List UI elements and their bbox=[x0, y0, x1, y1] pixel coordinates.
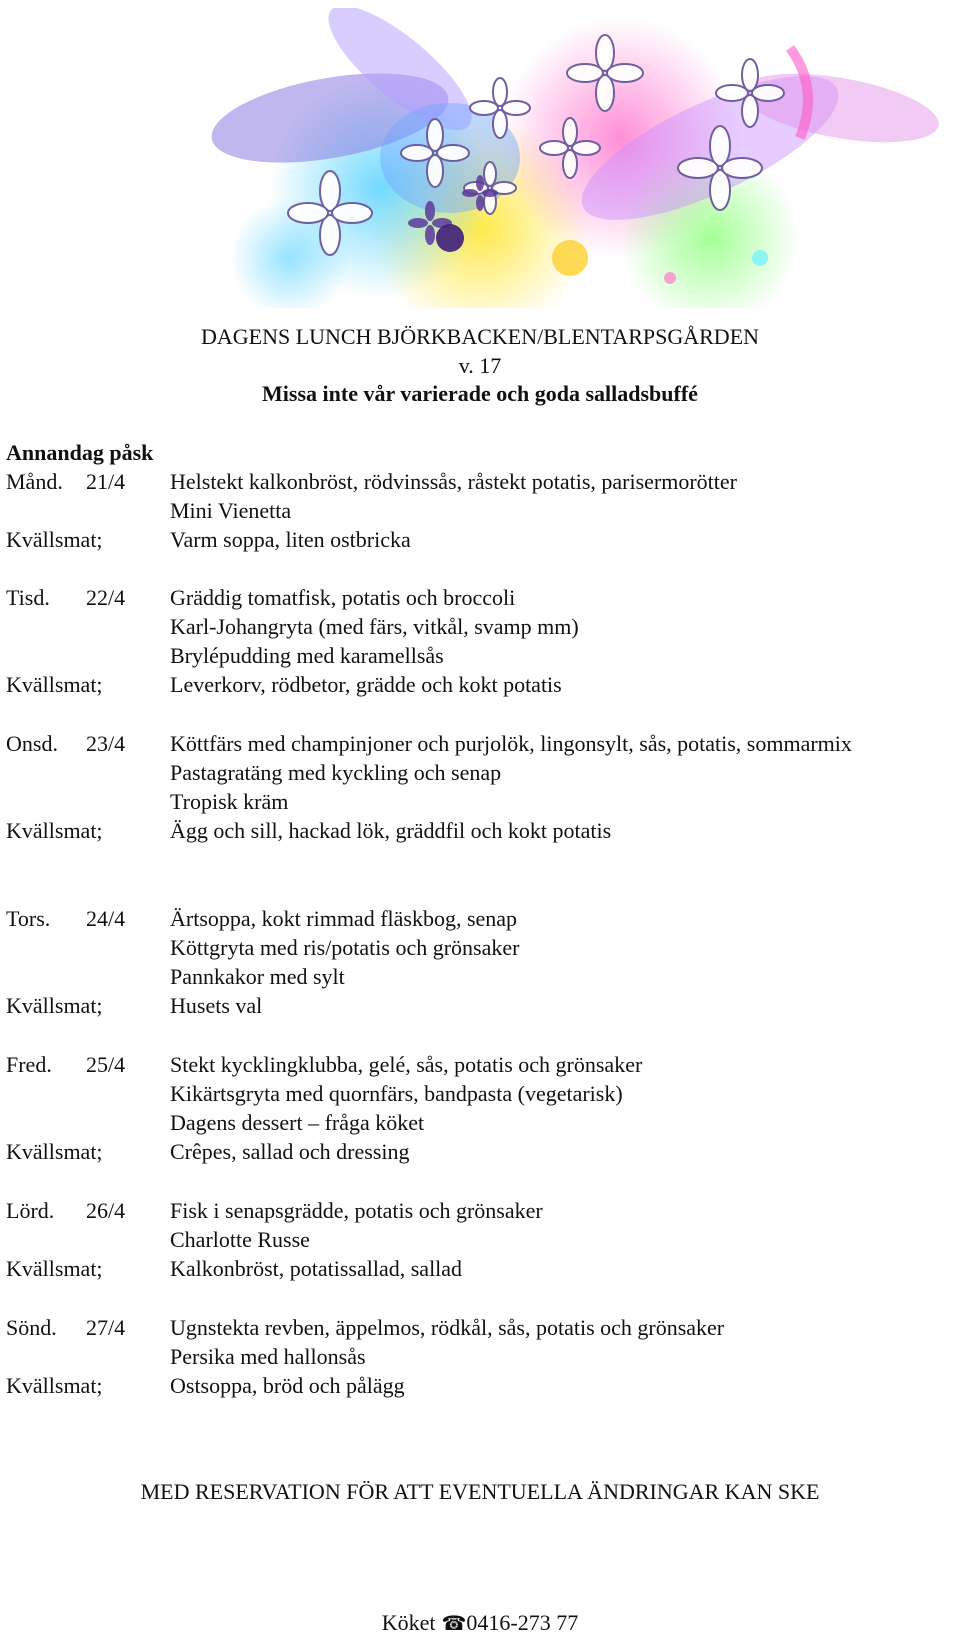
day-name: Tisd. bbox=[6, 585, 50, 610]
evening-dish: Kalkonbröst, potatissallad, sallad bbox=[170, 1256, 463, 1281]
dish: Brylépudding med karamellsås bbox=[170, 643, 444, 668]
contact-label: Köket bbox=[381, 1610, 436, 1635]
kitchen-contact bbox=[0, 1608, 960, 1639]
reservation-notice: MED RESERVATION FÖR ATT EVENTUELLA ÄNDRINGAR KAN SKE bbox=[140, 1479, 820, 1504]
evening-label: Kvällsmat; bbox=[6, 1373, 103, 1398]
day-date: 27/4 bbox=[86, 1315, 126, 1340]
day-date: 25/4 bbox=[86, 1052, 126, 1077]
dish: Karl-Johangryta (med färs, vitkål, svamp mm) bbox=[170, 614, 579, 639]
evening-label: Kvällsmat; bbox=[6, 672, 103, 697]
evening-dish: Husets val bbox=[170, 993, 263, 1018]
evening-label: Kvällsmat; bbox=[6, 993, 103, 1018]
dish: Helstekt kalkonbröst, rödvinssås, råstekt potatis, parisermorötter bbox=[170, 469, 737, 494]
day-date: 23/4 bbox=[86, 731, 126, 756]
day-date: 24/4 bbox=[86, 906, 126, 931]
evening-dish: Leverkorv, rödbetor, grädde och kokt potatis bbox=[170, 672, 562, 697]
dish: Kikärtsgryta med quornfärs, bandpasta (vegetarisk) bbox=[170, 1081, 623, 1106]
day-name: Tors. bbox=[6, 906, 51, 931]
evening-label: Kvällsmat; bbox=[6, 1256, 103, 1281]
dish: Köttgryta med ris/potatis och grönsaker bbox=[170, 935, 520, 960]
dish: Pastagratäng med kyckling och senap bbox=[170, 760, 502, 785]
dish: Persika med hallonsås bbox=[170, 1344, 366, 1369]
floral-header-artwork bbox=[150, 8, 950, 308]
dish: Mini Vienetta bbox=[170, 498, 292, 523]
day-name: Månd. bbox=[6, 469, 63, 494]
dish: Tropisk kräm bbox=[170, 789, 289, 814]
dish: Charlotte Russe bbox=[170, 1227, 310, 1252]
holiday-label: Annandag påsk bbox=[6, 440, 154, 465]
evening-dish: Crêpes, sallad och dressing bbox=[170, 1139, 410, 1164]
dish: Ärtsoppa, kokt rimmad fläskbog, senap bbox=[170, 906, 518, 931]
dish: Gräddig tomatfisk, potatis och broccoli bbox=[170, 585, 516, 610]
dish: Ugnstekta revben, äppelmos, rödkål, sås, potatis och grönsaker bbox=[170, 1315, 725, 1340]
contact-phone: 0416-273 77 bbox=[466, 1610, 579, 1635]
menu-title: DAGENS LUNCH BJÖRKBACKEN/BLENTARPSGÅRDEN bbox=[200, 324, 760, 349]
evening-dish: Ostsoppa, bröd och pålägg bbox=[170, 1373, 405, 1398]
day-date: 22/4 bbox=[86, 585, 126, 610]
evening-label: Kvällsmat; bbox=[6, 527, 103, 552]
dish: Stekt kycklingklubba, gelé, sås, potatis och grönsaker bbox=[170, 1052, 643, 1077]
dish: Dagens dessert – fråga köket bbox=[170, 1110, 425, 1135]
telephone-icon: ☎ bbox=[441, 1613, 467, 1635]
day-date: 21/4 bbox=[86, 469, 126, 494]
dish: Köttfärs med champinjoner och purjolök, lingonsylt, sås, potatis, sommarmix bbox=[170, 731, 852, 756]
evening-dish: Varm soppa, liten ostbricka bbox=[170, 527, 411, 552]
day-name: Onsd. bbox=[6, 731, 58, 756]
day-date: 26/4 bbox=[86, 1198, 126, 1223]
day-name: Fred. bbox=[6, 1052, 52, 1077]
menu-subtitle: Missa inte vår varierade och goda salladsbuffé bbox=[262, 381, 698, 406]
evening-dish: Ägg och sill, hackad lök, gräddfil och kokt potatis bbox=[170, 818, 612, 843]
day-name: Sönd. bbox=[6, 1315, 57, 1340]
week-number: v. 17 bbox=[458, 353, 502, 378]
evening-label: Kvällsmat; bbox=[6, 1139, 103, 1164]
evening-label: Kvällsmat; bbox=[6, 818, 103, 843]
dish: Fisk i senapsgrädde, potatis och grönsaker bbox=[170, 1198, 543, 1223]
day-name: Lörd. bbox=[6, 1198, 55, 1223]
dish: Pannkakor med sylt bbox=[170, 964, 345, 989]
